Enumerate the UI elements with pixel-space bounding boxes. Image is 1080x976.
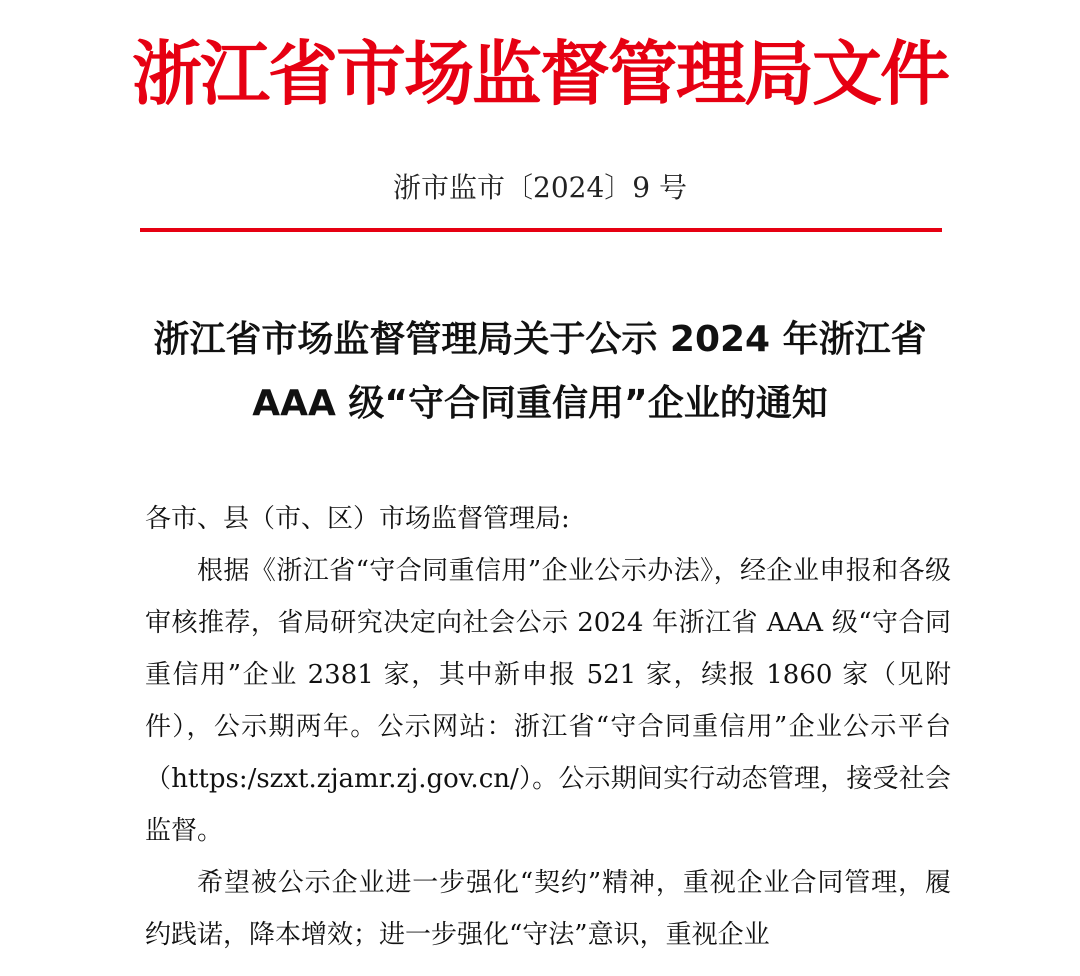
notice-title-line-2: AAA 级“守合同重信用”企业的通知 <box>252 383 828 424</box>
notice-title-line-1: 浙江省市场监督管理局关于公示 2024 年浙江省 <box>153 319 927 360</box>
document-header-title: 浙江省市场监督管理局文件 <box>132 33 948 115</box>
body-paragraph-2: 希望被公示企业进一步强化“契约”精神，重视企业合同管理，履约践诺，降本增效；进一步强化“守法”意识，重视企业 <box>145 868 951 950</box>
notice-title <box>110 308 970 436</box>
body-paragraph-1: 根据《浙江省“守合同重信用”企业公示办法》，经企业申报和各级审核推荐，省局研究决定向社会公示 2024 年浙江省 AAA 级“守合同重信用”企业 2381 家，其中新申报 521 家，续报 1860 家（见附件），公示期两年。公示网站：浙江省“守合同重信用”企业公示平台（https:/szxt.zjamr.zj.gov.cn/）。公示期间实行动态管理，接受社会监督。 <box>145 556 951 846</box>
red-divider-line <box>140 228 942 232</box>
document-body <box>145 493 951 961</box>
document-number: 浙市监市〔2024〕9 号 <box>393 171 687 204</box>
salutation: 各市、县（市、区）市场监督管理局: <box>145 504 570 534</box>
